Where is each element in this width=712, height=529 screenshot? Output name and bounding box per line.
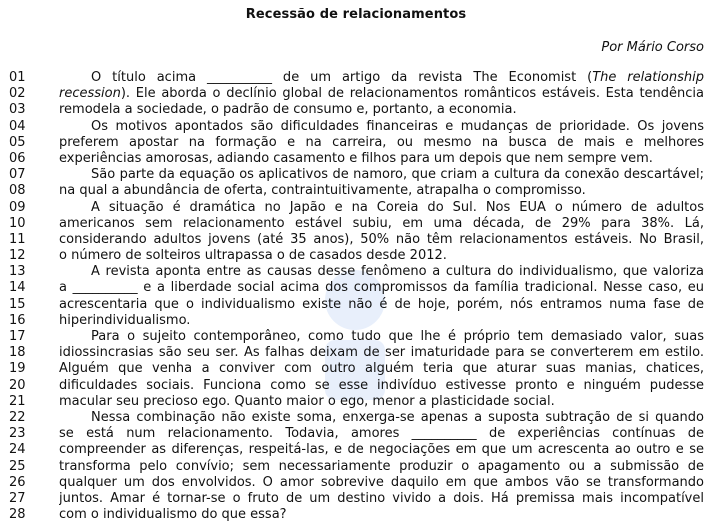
text-line: [0, 394, 712, 410]
line-text: idiossincrasias são seu ser. As falhas deixam de ser imaturidade para se converterem em estilo.: [59, 345, 704, 361]
line-number: 13: [9, 264, 26, 280]
text-line: [0, 329, 712, 345]
line-text: Nessa combinação não existe soma, enxerga-se apenas a suposta subtração de si quando: [91, 409, 704, 425]
line-text: americanos sem relacionamento estável subiu, em uma década, de 29% para 38%. Lá,: [59, 215, 704, 231]
line-number: 20: [9, 377, 26, 393]
line-number: 02: [9, 86, 26, 102]
line-text: qualquer um dos envolvidos. O amor sobrevive daquilo em que ambos vão se transformando: [59, 474, 704, 490]
text-line: [0, 86, 712, 102]
text-line: [0, 410, 712, 426]
line-text: com o individualismo do que essa?: [59, 507, 287, 523]
line-text: recession). Ele aborda o declínio global de relacionamentos românticos estáveis. Esta tendência: [59, 86, 704, 102]
text-line: [0, 102, 712, 118]
line-text: o número de solteiros ultrapassa o de casados desde 2012.: [59, 248, 447, 264]
line-number: 18: [9, 345, 26, 361]
line-number: 04: [9, 118, 26, 134]
line-number: 24: [9, 442, 26, 458]
line-text: juntos. Amar é tornar-se o fruto de um destino vivido a dois. Há premissa mais incompatível: [59, 490, 704, 506]
line-number: 15: [9, 296, 26, 312]
text-line: [0, 491, 712, 507]
line-number: 01: [9, 70, 26, 85]
line-text: hiperindividualismo.: [59, 312, 191, 328]
line-text: A revista aponta entre as causas desse fenômeno a cultura do individualismo, que valoriza: [91, 264, 704, 280]
line-number: 26: [9, 474, 26, 490]
line-text: transforma pelo convívio; sem necessariamente produzir o apagamento ou a submissão de: [59, 458, 704, 474]
text-line: [0, 345, 712, 361]
text-line: [0, 361, 712, 377]
line-number: 17: [9, 329, 26, 344]
line-number: 23: [9, 426, 26, 442]
text-line: [0, 313, 712, 329]
text-line: [0, 232, 712, 248]
text-line: [0, 135, 712, 151]
text-line: [0, 264, 712, 280]
line-text: O título acima __________ de um artigo da revista The Economist (The relationship: [91, 70, 704, 85]
text-line: [0, 280, 712, 296]
line-number: 10: [9, 215, 26, 231]
line-text: Alguém que venha a conviver com outro alguém teria que aturar suas manias, chatices,: [59, 361, 704, 377]
text-line: [0, 183, 712, 199]
line-number: 08: [9, 183, 26, 199]
line-number: 14: [9, 280, 26, 296]
line-number: 09: [9, 199, 26, 215]
line-text: se está num relacionamento. Todavia, amores __________ de experiências contínuas de: [59, 426, 704, 442]
line-number: 16: [9, 312, 26, 328]
line-text: remodela a sociedade, o padrão de consumo e, portanto, a economia.: [59, 102, 517, 118]
line-text: São parte da equação os aplicativos de namoro, que criam a cultura da conexão descartável;: [91, 167, 704, 183]
line-text: preferem apostar na formação e na carreira, ou mesmo na busca de mais e melhores: [59, 134, 704, 150]
line-number: 03: [9, 102, 26, 118]
line-text: A situação é dramática no Japão e na Coreia do Sul. Nos EUA o número de adultos: [91, 199, 704, 215]
line-text: acrescentaria que o individualismo existe não é de hoje, porém, nós entramos numa fase de: [59, 296, 704, 312]
text-line: [0, 442, 712, 458]
text-line: [0, 475, 712, 491]
line-text: na qual a abundância de oferta, contraintuitivamente, atrapalha o compromisso.: [59, 183, 586, 199]
article-title: Recessão de relacionamentos: [245, 7, 467, 22]
text-line: [0, 200, 712, 216]
line-text: Para o sujeito contemporâneo, como tudo que lhe é próprio tem demasiado valor, suas: [91, 329, 704, 344]
line-text: macular seu precioso ego. Quanto maior o ego, menor a plasticidade social.: [59, 393, 555, 409]
line-text: a __________ e a liberdade social acima dos compromissos da família tradicional. Nesse caso, eu: [59, 280, 704, 296]
text-line: [0, 297, 712, 313]
line-number: 21: [9, 393, 26, 409]
article-author: Por Mário Corso: [601, 40, 704, 55]
text-line: [0, 459, 712, 475]
text-line: [0, 70, 712, 86]
line-text: considerando adultos jovens (até 35 anos), 50% não têm relacionamentos estáveis. No Brasil,: [59, 231, 704, 247]
text-line: [0, 507, 712, 523]
text-line: [0, 248, 712, 264]
line-number: 11: [9, 231, 26, 247]
text-line: [0, 151, 712, 167]
line-number: 06: [9, 150, 26, 166]
text-line: [0, 426, 712, 442]
line-text: compreender as diferenças, respeitá-las, e de negociações em que um acrescenta ao outro e se: [59, 442, 704, 458]
line-number: 19: [9, 361, 26, 377]
text-line: [0, 167, 712, 183]
line-number: 12: [9, 248, 26, 264]
line-number: 27: [9, 490, 26, 506]
line-number: 22: [9, 409, 26, 425]
numbered-text-lines: [0, 70, 712, 523]
line-number: 05: [9, 134, 26, 150]
text-line: [0, 378, 712, 394]
text-line: [0, 119, 712, 135]
line-text: experiências amorosas, adiando casamento e filhos para um depois que nem sempre vem.: [59, 150, 653, 166]
line-text: dificuldades sociais. Funciona como se esse indivíduo estivesse pronto e ninguém pudesse: [59, 377, 704, 393]
text-line: [0, 216, 712, 232]
line-number: 28: [9, 507, 26, 523]
line-number: 25: [9, 458, 26, 474]
line-text: Os motivos apontados são dificuldades financeiras e mudanças de prioridade. Os jovens: [91, 118, 704, 134]
line-number: 07: [9, 167, 26, 183]
